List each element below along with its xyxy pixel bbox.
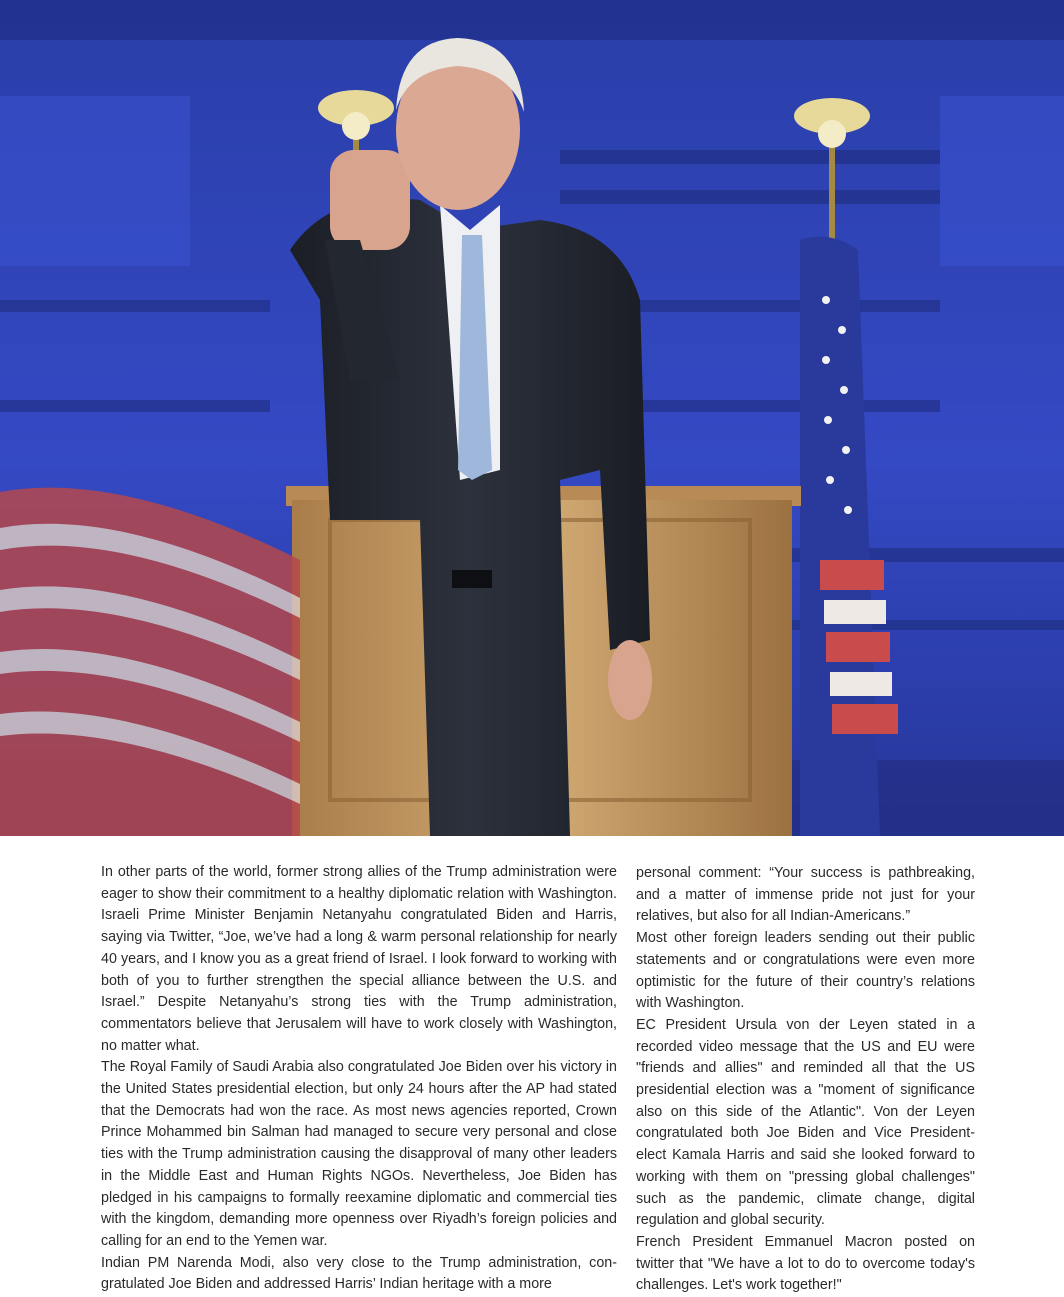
article-body (101, 862, 975, 1294)
paragraph-other-leaders: Most other foreign leaders sending out their public statements and or congratulations were even more optimistic for the future of their country’s relations with Washington. (636, 930, 975, 1012)
article-column-left (101, 862, 617, 1296)
paragraph-saudi-arabia: The Royal Family of Saudi Arabia also congratulated Joe Biden over his victory in the United States presidential election, but only 24 hours after the AP had stated that the Democrats had won the race. As most news agencies reported, Crown Prince Mohammed bin Salman had managed to secure very personal and close ties with the Trump administration causing the disapproval of many other leaders in the Middle East and Human Rights NGOs. Nevertheless, Joe Biden has pledged in his campaigns to formally reexamine diplomatic and commercial ties with the kingdom, demanding more openness over Riyadh’s foreign policies and calling for an end to the Yemen war. (101, 1059, 617, 1249)
paragraph-eu: EC President Ursula von der Leyen stated in a recorded video message that the US and EU were "friends and allies" and reminded all that the US presidential election was a "moment of significance also on this side of the Atlantic". Von der Leyen congratulated both Joe Biden and Vice President-elect Kamala Harris and said she looked forward to working with them on "pressing global challenges" such as the pandemic, climate change, digital regulation and global security. (636, 1016, 975, 1229)
paragraph-france: French President Emmanuel Macron posted on twitter that "We have a lot to do to overcome today's challenges. Let's work together!" (636, 1233, 975, 1294)
paragraph-israel: In other parts of the world, former strong allies of the Trump administration were eager to show their commitment to a healthy diplomatic relation with Washington. Israeli Prime Minister Benjamin Netanyahu congratulated Biden and Harris, saying via Twitter, “Joe, we’ve had a long & warm personal relationship for nearly 40 years, and I know you as a great friend of Israel. I look forward to working with both of you to further strengthen the special alliance between the U.S. and Israel.” Despite Netanyahu’s strong ties with the Trump administration, commentators believe that Jerusalem will have to work closely with Washington, no matter what. (101, 864, 617, 1054)
article-column-right (636, 863, 975, 1297)
backdrop-top-band (0, 0, 1064, 40)
paragraph-india: Indian PM Narenda Modi, also very close to the Trump administration, congratulated Joe Biden and addressed Harris’ Indian heritage with a more (101, 1254, 617, 1293)
foreground-flag-left (0, 488, 300, 836)
teleprompter-right (940, 96, 1064, 266)
teleprompter-left (0, 96, 190, 266)
paragraph-india-continued: personal comment: “Your success is pathbreaking, and a matter of immense pride not just for your relatives, but also for all Indian-Americans.” (636, 865, 975, 925)
